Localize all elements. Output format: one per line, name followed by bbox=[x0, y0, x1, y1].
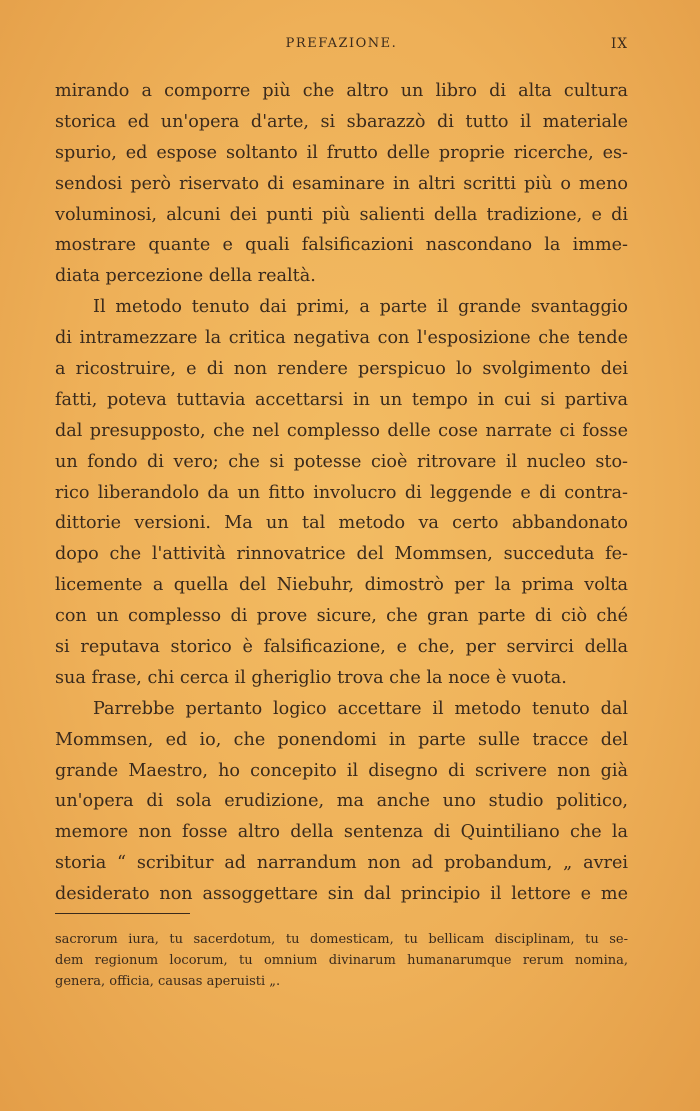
text-line: con un complesso di prove sicure, che gran parte di ciò ché bbox=[55, 606, 628, 627]
text-line: un'opera di sola erudizione, ma anche uno studio politico, bbox=[55, 791, 628, 812]
text-line: storica ed un'opera d'arte, si sbarazzò di tutto il materiale bbox=[55, 111, 628, 132]
text-line: memore non fosse altro della sentenza di Quintiliano che la bbox=[55, 822, 628, 843]
footnote bbox=[55, 929, 628, 992]
text-line: si reputava storico è falsificazione, e che, per servirci della bbox=[55, 637, 628, 658]
footnote-line: dem regionum locorum, tu omnium divinarum humanarumque rerum nomina, bbox=[55, 953, 628, 968]
text-line: desiderato non assoggettare sin dal principio il lettore e me bbox=[55, 884, 628, 905]
footnote-line: genera, officia, causas aperuisti „. bbox=[55, 974, 281, 989]
text-line: fatti, poteva tuttavia accettarsi in un tempo in cui si partiva bbox=[55, 389, 628, 410]
text-line: un fondo di vero; che si potesse cioè ritrovare il nucleo sto- bbox=[55, 451, 628, 472]
text-line: mirando a comporre più che altro un libro di alta cultura bbox=[55, 81, 628, 101]
text-line: sendosi però riservato di esaminare in altri scritti più o meno bbox=[55, 173, 628, 194]
text-line: a ricostruire, e di non rendere perspicuo lo svolgimento dei bbox=[55, 359, 628, 380]
text-line: rico liberandolo da un fitto involucro di leggende e di contra- bbox=[55, 482, 628, 503]
text-line: grande Maestro, ho concepito il disegno di scrivere non già bbox=[55, 760, 628, 781]
paragraph-start-line: Il metodo tenuto dai primi, a parte il grande svantaggio bbox=[93, 297, 628, 318]
footnote-line: sacrorum iura, tu sacerdotum, tu domesticam, tu bellicam disciplinam, tu se- bbox=[55, 932, 628, 947]
body-text bbox=[55, 76, 628, 910]
text-line: sua frase, chi cerca il gheriglio trova che la noce è vuota. bbox=[55, 667, 567, 688]
text-line: dittorie versioni. Ma un tal metodo va certo abbandonato bbox=[55, 513, 628, 534]
text-line: mostrare quante e quali falsificazioni nascondano la imme- bbox=[55, 235, 628, 256]
paragraph-start-line: Parrebbe pertanto logico accettare il metodo tenuto dal bbox=[93, 698, 628, 719]
text-line: dal presupposto, che nel complesso delle cose narrate ci fosse bbox=[55, 420, 628, 441]
text-line: diata percezione della realtà. bbox=[55, 266, 316, 287]
text-line: voluminosi, alcuni dei punti più salienti della tradizione, e di bbox=[55, 204, 628, 225]
text-line: di intramezzare la critica negativa con l'esposizione che tende bbox=[55, 328, 628, 349]
text-line: spurio, ed espose soltanto il frutto delle proprie ricerche, es- bbox=[55, 142, 628, 163]
footnote-rule bbox=[55, 913, 190, 914]
page-number: IX bbox=[611, 36, 628, 52]
running-title: PREFAZIONE. bbox=[285, 36, 398, 51]
text-line: Mommsen, ed io, che ponendomi in parte sulle tracce del bbox=[55, 729, 628, 750]
text-line: licemente a quella del Niebuhr, dimostrò per la prima volta bbox=[55, 575, 628, 596]
text-line: dopo che l'attività rinnovatrice del Mommsen, succeduta fe- bbox=[55, 544, 628, 565]
text-line: storia “ scribitur ad narrandum non ad probandum, „ avrei bbox=[55, 853, 628, 874]
running-head bbox=[55, 36, 628, 56]
